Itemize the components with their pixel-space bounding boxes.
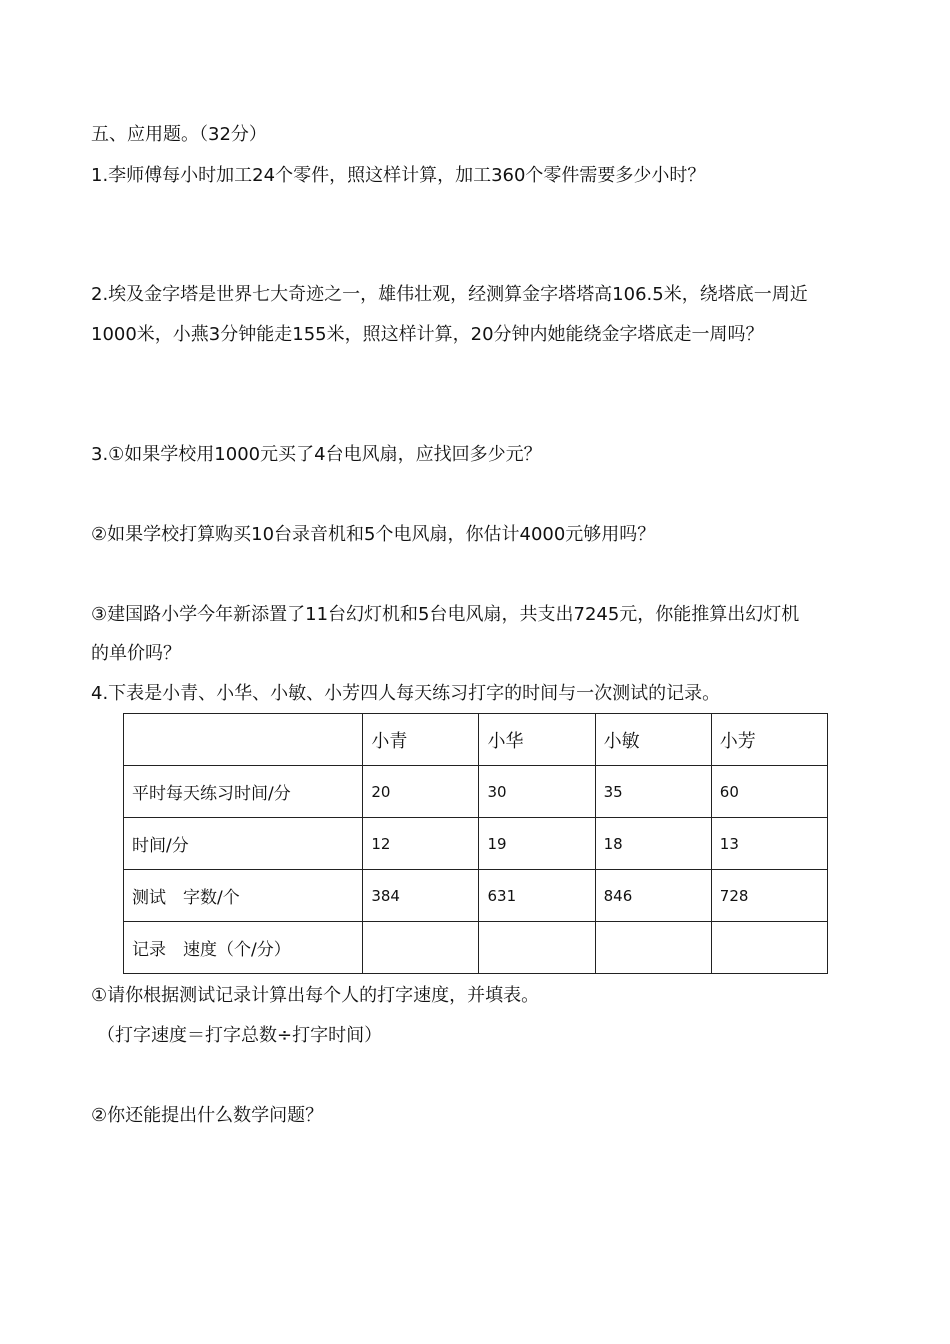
question-4-part-2: ②你还能提出什么数学问题？ xyxy=(91,1105,324,1126)
table-cell: 728 xyxy=(711,870,827,922)
table-cell: 384 xyxy=(363,870,479,922)
table-row xyxy=(124,870,828,922)
answer-cell[interactable] xyxy=(595,922,711,974)
table-header-row xyxy=(124,714,828,766)
table-cell: 846 xyxy=(595,870,711,922)
table-header-cell: 小敏 xyxy=(595,714,711,766)
table-cell: 20 xyxy=(363,766,479,818)
answer-cell[interactable] xyxy=(711,922,827,974)
typing-record-table xyxy=(123,713,828,974)
question-1: 1.李师傅每小时加工24个零件，照这样计算，加工360个零件需要多少小时？ xyxy=(91,165,706,186)
table-header-cell xyxy=(124,714,363,766)
question-4-intro: 4.下表是小青、小华、小敏、小芳四人每天练习打字的时间与一次测试的记录。 xyxy=(91,683,721,704)
section-title: 五、应用题。（32分） xyxy=(91,124,267,145)
question-3-part-3-line-1: ③建国路小学今年新添置了11台幻灯机和5台电风扇，共支出7245元，你能推算出幻灯机 xyxy=(91,604,800,625)
table-cell: 631 xyxy=(479,870,595,922)
table-cell: 35 xyxy=(595,766,711,818)
question-2-line-1: 2.埃及金字塔是世界七大奇迹之一，雄伟壮观，经测算金字塔塔高106.5米，绕塔底一周近 xyxy=(91,284,808,305)
question-3-part-2: ②如果学校打算购买10台录音机和5个电风扇，你估计4000元够用吗？ xyxy=(91,524,656,545)
table-header-cell: 小青 xyxy=(363,714,479,766)
table-cell: 30 xyxy=(479,766,595,818)
answer-cell[interactable] xyxy=(479,922,595,974)
table-row xyxy=(124,818,828,870)
row-label: 时间/分 xyxy=(124,818,363,870)
table-cell: 18 xyxy=(595,818,711,870)
table-cell: 60 xyxy=(711,766,827,818)
row-label: 测试 字数/个 xyxy=(124,870,363,922)
question-3-part-1: 3.①如果学校用1000元买了4台电风扇，应找回多少元？ xyxy=(91,444,542,465)
row-label: 平时每天练习时间/分 xyxy=(124,766,363,818)
table-header-cell: 小华 xyxy=(479,714,595,766)
question-4-part-1: ①请你根据测试记录计算出每个人的打字速度，并填表。 xyxy=(91,985,540,1006)
table-cell: 13 xyxy=(711,818,827,870)
table-row xyxy=(124,922,828,974)
question-4-formula-note: （打字速度＝打字总数÷打字时间） xyxy=(97,1025,383,1046)
question-2-line-2: 1000米，小燕3分钟能走155米，照这样计算，20分钟内她能绕金字塔底走一周吗？ xyxy=(91,324,764,345)
row-label: 记录 速度（个/分） xyxy=(124,922,363,974)
question-3-part-3-line-2: 的单价吗？ xyxy=(91,643,181,664)
table-header-cell: 小芳 xyxy=(711,714,827,766)
table-cell: 19 xyxy=(479,818,595,870)
table-cell: 12 xyxy=(363,818,479,870)
table-row xyxy=(124,766,828,818)
answer-cell[interactable] xyxy=(363,922,479,974)
